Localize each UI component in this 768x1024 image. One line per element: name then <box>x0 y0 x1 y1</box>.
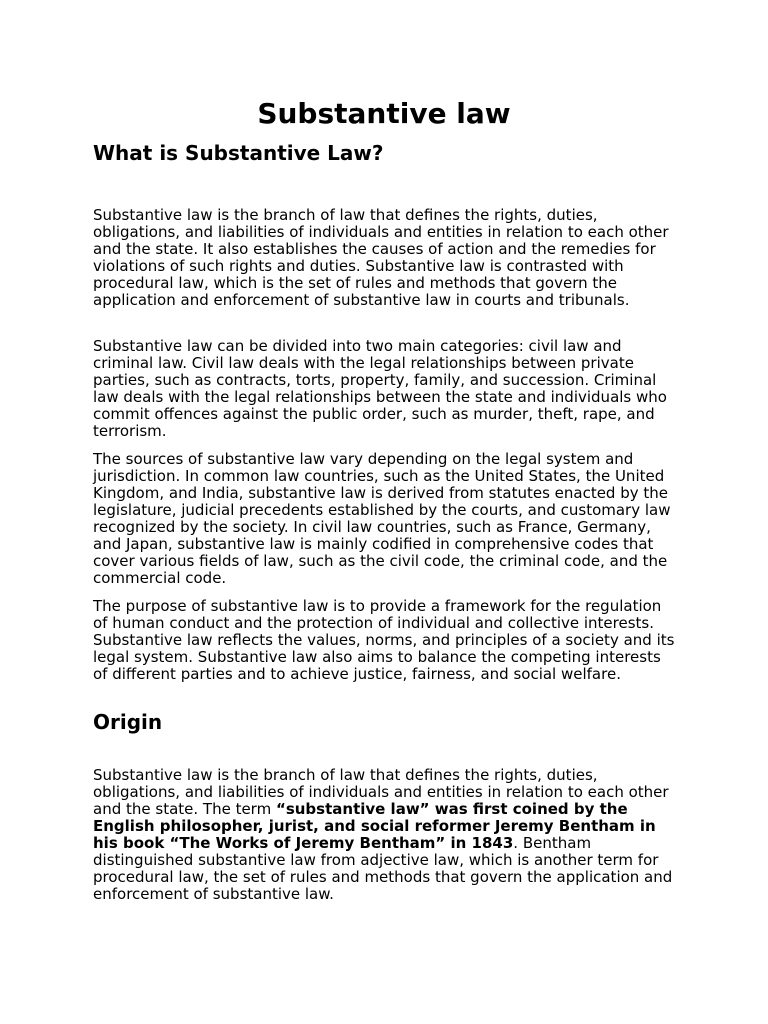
origin-text-part2: . Bentham distinguished substantive law from adjective law, which is another term for procedural law, the set of rules and methods that govern the application and enforcement of substantive law. <box>93 834 673 903</box>
paragraph-categories: Substantive law can be divided into two main categories: civil law and criminal law. Civil law deals with the legal relationships between private parties, such as contracts, torts, property, family, and succession. Criminal law deals with the legal relationships between the state and individuals who commit offences against the public order, such as murder, theft, rape, and terrorism. <box>93 337 667 440</box>
section-heading-what-is: What is Substantive Law? <box>93 141 384 165</box>
paragraph-purpose: The purpose of substantive law is to provide a framework for the regulation of human conduct and the protection of individual and collective interests. Substantive law reflects the values, norms, and principles of a society and its legal system. Substantive law also aims to balance the competing interests of different parties and to achieve justice, fairness, and social welfare. <box>93 597 675 683</box>
document-title: Substantive law <box>257 97 511 130</box>
paragraph-definition: Substantive law is the branch of law that defines the rights, duties, obligations, and liabilities of individuals and entities in relation to each other and the state. It also establishes the causes of action and the remedies for violations of such rights and duties. Substantive law is contrasted with procedural law, which is the set of rules and methods that govern the application and enforcement of substantive law in courts and tribunals. <box>93 206 669 309</box>
origin-text-part1: Substantive law is the branch of law that defines the rights, duties, obligations, and liabilities of individuals and entities in relation to each other and the state. The term <box>93 766 669 818</box>
paragraph-sources: The sources of substantive law vary depending on the legal system and jurisdiction. In common law countries, such as the United States, the United Kingdom, and India, substantive law is derived from statutes enacted by the legislature, judicial precedents established by the courts, and customary law recognized by the society. In civil law countries, such as France, Germany, and Japan, substantive law is mainly codified in comprehensive codes that cover various fields of law, such as the civil code, the criminal code, and the commercial code. <box>93 450 671 587</box>
paragraph-origin <box>93 767 679 903</box>
origin-text-bold: “substantive law” was first coined by the English philosopher, jurist, and social reformer Jeremy Bentham in his book “The Works of Jeremy Bentham” in 1843 <box>93 800 656 852</box>
section-heading-origin: Origin <box>93 710 163 734</box>
